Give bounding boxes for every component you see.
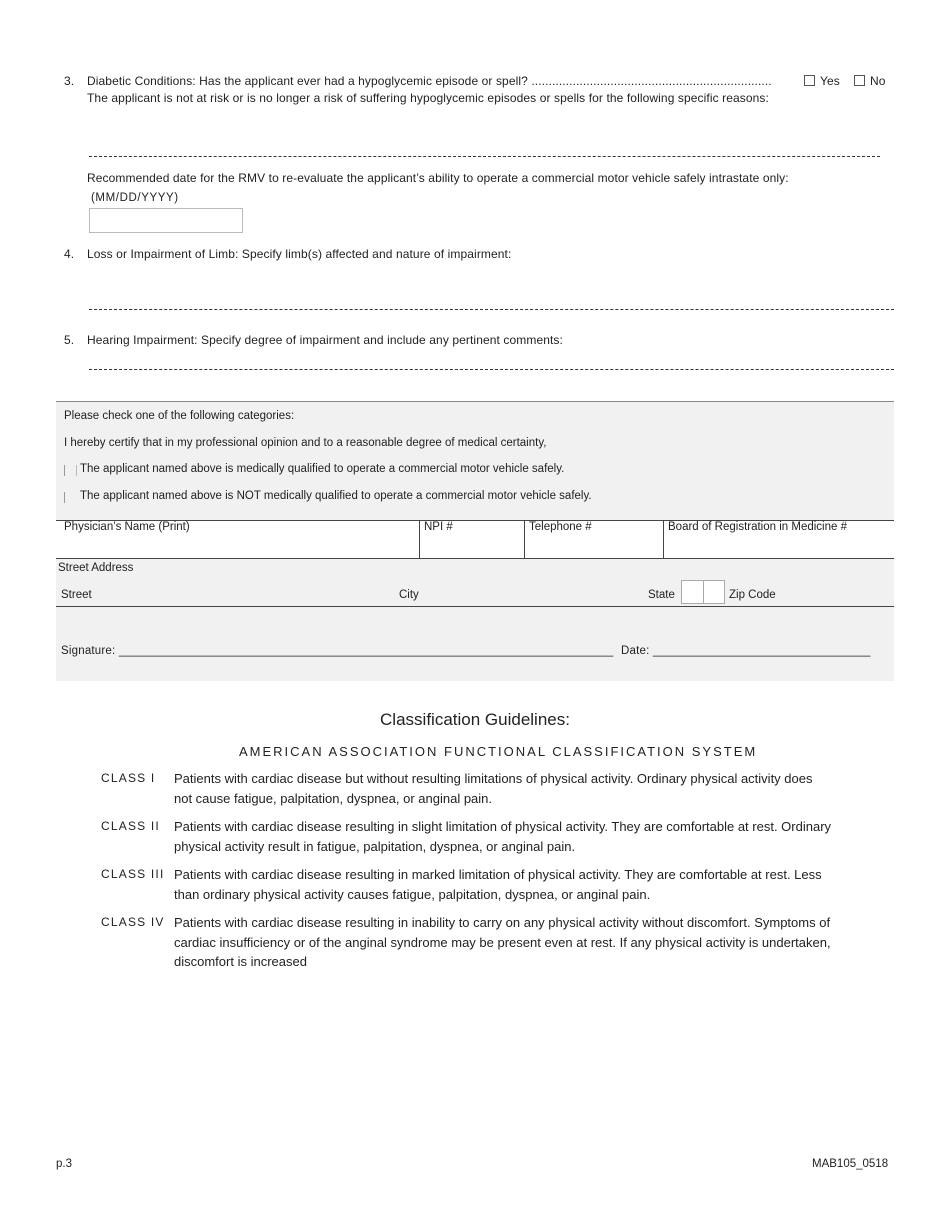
class-3-text: Patients with cardiac disease resulting in marked limitation of physical activity. They are comfortable at rest. Less than ordinary physical activity causes fatigue, palpitation, dyspnea, or anginal pain.	[174, 867, 822, 902]
section-3-question: Diabetic Conditions: Has the applicant ever had a hypoglycemic episode or spell? ......................................................................	[87, 74, 772, 88]
class-4-label: CLASS IV	[101, 915, 165, 929]
section-3-reason-text: The applicant is not at risk or is no longer a risk of suffering hypoglycemic episodes or spells for the following specific reasons:	[87, 91, 769, 105]
physician-row-bottom-border	[56, 558, 894, 559]
section-3-number: 3.	[64, 74, 75, 88]
certification-instruction: Please check one of the following categories:	[64, 410, 295, 422]
class-3-label: CLASS III	[101, 867, 165, 881]
street-label: Street	[61, 589, 92, 601]
npi-divider	[419, 520, 420, 558]
yes-checkbox[interactable]	[804, 75, 815, 86]
class-2-label: CLASS II	[101, 819, 160, 833]
reeval-date-input[interactable]	[89, 208, 243, 233]
class-2-text: Patients with cardiac disease resulting in slight limitation of physical activity. They are comfortable at rest. Ordinary physical activity result in fatigue, palpitation, dyspnea, or anginal pain.	[174, 819, 832, 854]
yes-label: Yes	[820, 74, 840, 88]
board-divider	[663, 520, 664, 558]
class-1-text: Patients with cardiac disease but without resulting limitations of physical activity. Ordinary physical activity does not cause fatigue, palpitation, dyspnea, or anginal pain.	[174, 771, 813, 806]
section-3-reason-line[interactable]	[89, 156, 880, 157]
guidelines-title: Classification Guidelines:	[380, 710, 570, 729]
zip-code-label: Zip Code	[729, 589, 776, 601]
section-5-text: Hearing Impairment: Specify degree of impairment and include any pertinent comments:	[87, 333, 563, 347]
page-number: p.3	[56, 1158, 72, 1170]
no-checkbox[interactable]	[854, 75, 865, 86]
section-5-number: 5.	[64, 333, 75, 347]
telephone-label: Telephone #	[529, 521, 592, 533]
physician-name-field[interactable]	[64, 520, 418, 558]
board-registration-field[interactable]	[668, 520, 893, 558]
not-qualified-checkbox[interactable]	[64, 492, 77, 503]
telephone-field[interactable]	[529, 520, 662, 558]
address-bottom-border	[56, 606, 894, 607]
form-id: MAB105_0518	[812, 1158, 889, 1170]
section-3-reeval-text: Recommended date for the RMV to re-evaluate the applicant’s ability to operate a commercial motor vehicle safely intrastate only:	[87, 171, 789, 185]
qualified-checkbox[interactable]	[64, 465, 77, 476]
street-address-label: Street Address	[58, 562, 134, 574]
section-4-line[interactable]	[89, 309, 894, 310]
state-input-divider	[703, 581, 704, 603]
board-registration-label: Board of Registration in Medicine #	[668, 521, 847, 533]
qualified-label: The applicant named above is medically qualified to operate a commercial motor vehicle safely.	[80, 463, 565, 475]
section-4-text: Loss or Impairment of Limb: Specify limb(s) affected and nature of impairment:	[87, 247, 512, 261]
section-5-line[interactable]	[89, 369, 894, 370]
physician-name-label: Physician’s Name (Print)	[64, 521, 190, 533]
city-label: City	[399, 589, 419, 601]
section-4-number: 4.	[64, 247, 75, 261]
certification-statement: I hereby certify that in my professional opinion and to a reasonable degree of medical certainty,	[64, 437, 547, 449]
guidelines-subtitle: AMERICAN ASSOCIATION FUNCTIONAL CLASSIFICATION SYSTEM	[239, 744, 758, 759]
npi-label: NPI #	[424, 521, 453, 533]
date-line[interactable]: Date: _________________________________	[621, 645, 871, 657]
state-input[interactable]	[681, 580, 725, 604]
class-4-text: Patients with cardiac disease resulting in inability to carry on any physical activity without discomfort. Symptoms of cardiac insufficiency or of the anginal syndrome may be present even at rest. If any physical activity is undertaken, discomfort is increased	[174, 915, 831, 969]
date-format-label: (MM/DD/YYYY)	[91, 192, 179, 204]
state-label: State	[648, 589, 675, 601]
phone-divider	[524, 520, 525, 558]
npi-field[interactable]	[424, 520, 523, 558]
not-qualified-label: The applicant named above is NOT medically qualified to operate a commercial motor vehicle safely.	[80, 490, 592, 502]
signature-line[interactable]: Signature: ___________________________________________________________________________	[61, 645, 614, 657]
certification-top-border	[56, 401, 894, 402]
no-label: No	[870, 74, 886, 88]
class-1-label: CLASS I	[101, 771, 156, 785]
